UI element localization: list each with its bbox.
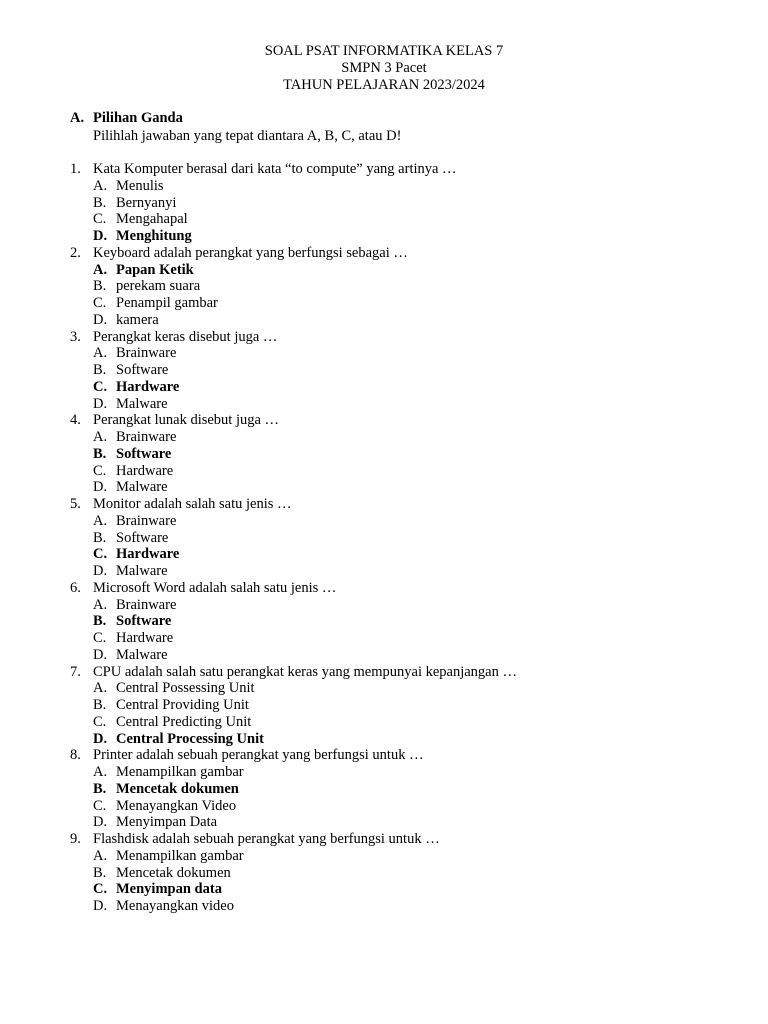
option-text: Bernyanyi bbox=[116, 194, 177, 211]
option-letter: A. bbox=[93, 596, 108, 613]
option-text: Brainware bbox=[116, 596, 177, 613]
answer-option bbox=[70, 345, 730, 362]
answer-option bbox=[70, 396, 730, 413]
answer-option bbox=[70, 697, 730, 714]
answer-option bbox=[70, 764, 730, 781]
option-text: Central Processing Unit bbox=[116, 730, 264, 747]
section-title: Pilihan Ganda bbox=[93, 110, 183, 126]
option-text: Penampil gambar bbox=[116, 295, 218, 311]
question-number: 5. bbox=[70, 496, 81, 512]
option-text: Mencetak dokumen bbox=[116, 864, 231, 881]
option-text: Central Possessing Unit bbox=[116, 680, 255, 697]
option-text: Mengahapal bbox=[116, 211, 188, 228]
answer-option-correct bbox=[70, 781, 730, 798]
question-number: 7. bbox=[70, 663, 81, 680]
option-text: Software bbox=[116, 445, 172, 462]
option-letter: B. bbox=[93, 613, 107, 630]
answer-option bbox=[70, 463, 730, 480]
option-letter: A. bbox=[93, 177, 108, 194]
option-text: Menayangkan video bbox=[116, 898, 234, 914]
option-letter: D. bbox=[93, 730, 108, 747]
answer-option-correct bbox=[70, 262, 730, 279]
option-letter: B. bbox=[93, 864, 107, 881]
option-text: Mencetak dokumen bbox=[116, 780, 239, 797]
question-item bbox=[70, 580, 730, 664]
answer-option bbox=[70, 865, 730, 882]
option-letter: B. bbox=[93, 529, 107, 546]
answer-option-correct bbox=[70, 446, 730, 463]
option-text: Central Providing Unit bbox=[116, 697, 249, 713]
option-letter: A. bbox=[93, 261, 108, 278]
section-multiple-choice bbox=[70, 109, 730, 145]
answer-option bbox=[70, 680, 730, 697]
answer-option-correct bbox=[70, 379, 730, 396]
question-list bbox=[70, 161, 730, 915]
answer-option bbox=[70, 630, 730, 647]
school-name: SMPN 3 Pacet bbox=[341, 60, 427, 76]
question-line bbox=[70, 412, 730, 429]
answer-option bbox=[70, 798, 730, 815]
question-text: Perangkat keras disebut juga … bbox=[93, 328, 278, 345]
option-letter: D. bbox=[93, 646, 108, 663]
answer-option bbox=[70, 479, 730, 496]
question-text: Microsoft Word adalah salah satu jenis … bbox=[93, 579, 337, 596]
option-text: Brainware bbox=[116, 512, 177, 529]
option-letter: D. bbox=[93, 228, 108, 244]
question-text: Monitor adalah salah satu jenis … bbox=[93, 496, 292, 512]
option-letter: C. bbox=[93, 295, 107, 311]
answer-option bbox=[70, 429, 730, 446]
section-heading bbox=[70, 109, 730, 127]
academic-year: TAHUN PELAJARAN 2023/2024 bbox=[283, 77, 485, 93]
question-item bbox=[70, 496, 730, 580]
question-line bbox=[70, 664, 730, 681]
option-letter: D. bbox=[93, 563, 108, 579]
question-item bbox=[70, 747, 730, 831]
question-text: Keyboard adalah perangkat yang berfungsi sebagai … bbox=[93, 244, 408, 261]
question-number: 2. bbox=[70, 244, 81, 261]
question-item bbox=[70, 245, 730, 329]
answer-option bbox=[70, 563, 730, 580]
option-text: Brainware bbox=[116, 345, 177, 362]
option-letter: B. bbox=[93, 278, 107, 295]
option-text: Software bbox=[116, 613, 172, 630]
answer-option-correct bbox=[70, 613, 730, 630]
question-number: 1. bbox=[70, 161, 81, 177]
option-text: Menampilkan gambar bbox=[116, 847, 244, 864]
option-letter: A. bbox=[93, 345, 108, 362]
option-letter: C. bbox=[93, 630, 107, 646]
option-text: perekam suara bbox=[116, 278, 201, 295]
answer-option bbox=[70, 848, 730, 865]
option-text: Malware bbox=[116, 563, 168, 579]
option-text: Hardware bbox=[116, 630, 174, 646]
option-text: Hardware bbox=[116, 546, 180, 563]
answer-option bbox=[70, 312, 730, 329]
option-letter: D. bbox=[93, 898, 108, 914]
option-letter: D. bbox=[93, 395, 108, 412]
option-letter: C. bbox=[93, 378, 108, 395]
question-text: CPU adalah salah satu perangkat keras yang mempunyai kepanjangan … bbox=[93, 663, 517, 680]
question-item bbox=[70, 161, 730, 245]
option-letter: A. bbox=[93, 512, 108, 529]
answer-option bbox=[70, 362, 730, 379]
question-line bbox=[70, 580, 730, 597]
answer-option-correct bbox=[70, 546, 730, 563]
question-number: 8. bbox=[70, 747, 81, 764]
question-text: Flashdisk adalah sebuah perangkat yang berfungsi untuk … bbox=[93, 831, 440, 847]
question-number: 3. bbox=[70, 328, 81, 345]
option-letter: D. bbox=[93, 311, 108, 328]
option-letter: A. bbox=[93, 429, 108, 445]
answer-option bbox=[70, 814, 730, 831]
question-text: Printer adalah sebuah perangkat yang berfungsi untuk … bbox=[93, 747, 424, 764]
answer-option bbox=[70, 278, 730, 295]
option-text: Malware bbox=[116, 395, 168, 412]
option-text: Brainware bbox=[116, 429, 177, 445]
answer-option bbox=[70, 211, 730, 228]
option-letter: C. bbox=[93, 713, 107, 730]
option-text: Malware bbox=[116, 479, 168, 496]
answer-option bbox=[70, 530, 730, 547]
option-letter: A. bbox=[93, 680, 108, 697]
option-letter: B. bbox=[93, 780, 107, 797]
option-text: Menulis bbox=[116, 177, 164, 194]
question-line bbox=[70, 747, 730, 764]
option-letter: C. bbox=[93, 797, 107, 814]
question-line bbox=[70, 831, 730, 848]
option-text: Menampilkan gambar bbox=[116, 764, 244, 780]
option-letter: B. bbox=[93, 362, 107, 378]
question-line bbox=[70, 329, 730, 346]
question-number: 9. bbox=[70, 831, 81, 847]
option-letter: C. bbox=[93, 546, 108, 563]
answer-option bbox=[70, 898, 730, 915]
answer-option bbox=[70, 178, 730, 195]
section-instruction: Pilihlah jawaban yang tepat diantara A, B, C, atau D! bbox=[93, 128, 402, 144]
option-letter: C. bbox=[93, 881, 108, 898]
option-text: kamera bbox=[116, 311, 159, 328]
option-letter: A. bbox=[93, 764, 108, 780]
answer-option bbox=[70, 597, 730, 614]
option-text: Menyimpan data bbox=[116, 881, 222, 898]
option-letter: B. bbox=[93, 194, 107, 211]
question-text: Perangkat lunak disebut juga … bbox=[93, 412, 280, 429]
question-number: 6. bbox=[70, 579, 81, 596]
option-letter: B. bbox=[93, 697, 107, 713]
answer-option bbox=[70, 195, 730, 212]
answer-option-correct bbox=[70, 731, 730, 748]
option-letter: C. bbox=[93, 462, 107, 479]
option-text: Menyimpan Data bbox=[116, 814, 218, 831]
question-item bbox=[70, 412, 730, 496]
option-letter: C. bbox=[93, 211, 107, 228]
option-text: Menghitung bbox=[116, 228, 192, 244]
option-text: Papan Ketik bbox=[116, 261, 194, 278]
question-item bbox=[70, 664, 730, 748]
option-text: Central Predicting Unit bbox=[116, 713, 252, 730]
answer-option-correct bbox=[70, 228, 730, 245]
option-letter: D. bbox=[93, 814, 108, 831]
question-line bbox=[70, 496, 730, 513]
question-number: 4. bbox=[70, 412, 81, 429]
answer-option bbox=[70, 647, 730, 664]
option-letter: A. bbox=[93, 847, 108, 864]
question-line bbox=[70, 245, 730, 262]
question-text: Kata Komputer berasal dari kata “to compute” yang artinya … bbox=[93, 161, 457, 177]
question-item bbox=[70, 831, 730, 915]
option-text: Software bbox=[116, 529, 169, 546]
option-text: Hardware bbox=[116, 462, 174, 479]
document-title: SOAL PSAT INFORMATIKA KELAS 7 bbox=[264, 43, 504, 59]
answer-option bbox=[70, 714, 730, 731]
question-line bbox=[70, 161, 730, 178]
answer-option-correct bbox=[70, 881, 730, 898]
option-text: Malware bbox=[116, 646, 168, 663]
option-text: Software bbox=[116, 362, 169, 378]
answer-option bbox=[70, 295, 730, 312]
option-letter: B. bbox=[93, 445, 107, 462]
answer-option bbox=[70, 513, 730, 530]
option-text: Hardware bbox=[116, 378, 180, 395]
option-letter: D. bbox=[93, 479, 108, 496]
question-item bbox=[70, 329, 730, 413]
document-header bbox=[0, 43, 768, 94]
section-letter: A. bbox=[70, 110, 85, 126]
option-text: Menayangkan Video bbox=[116, 797, 237, 814]
